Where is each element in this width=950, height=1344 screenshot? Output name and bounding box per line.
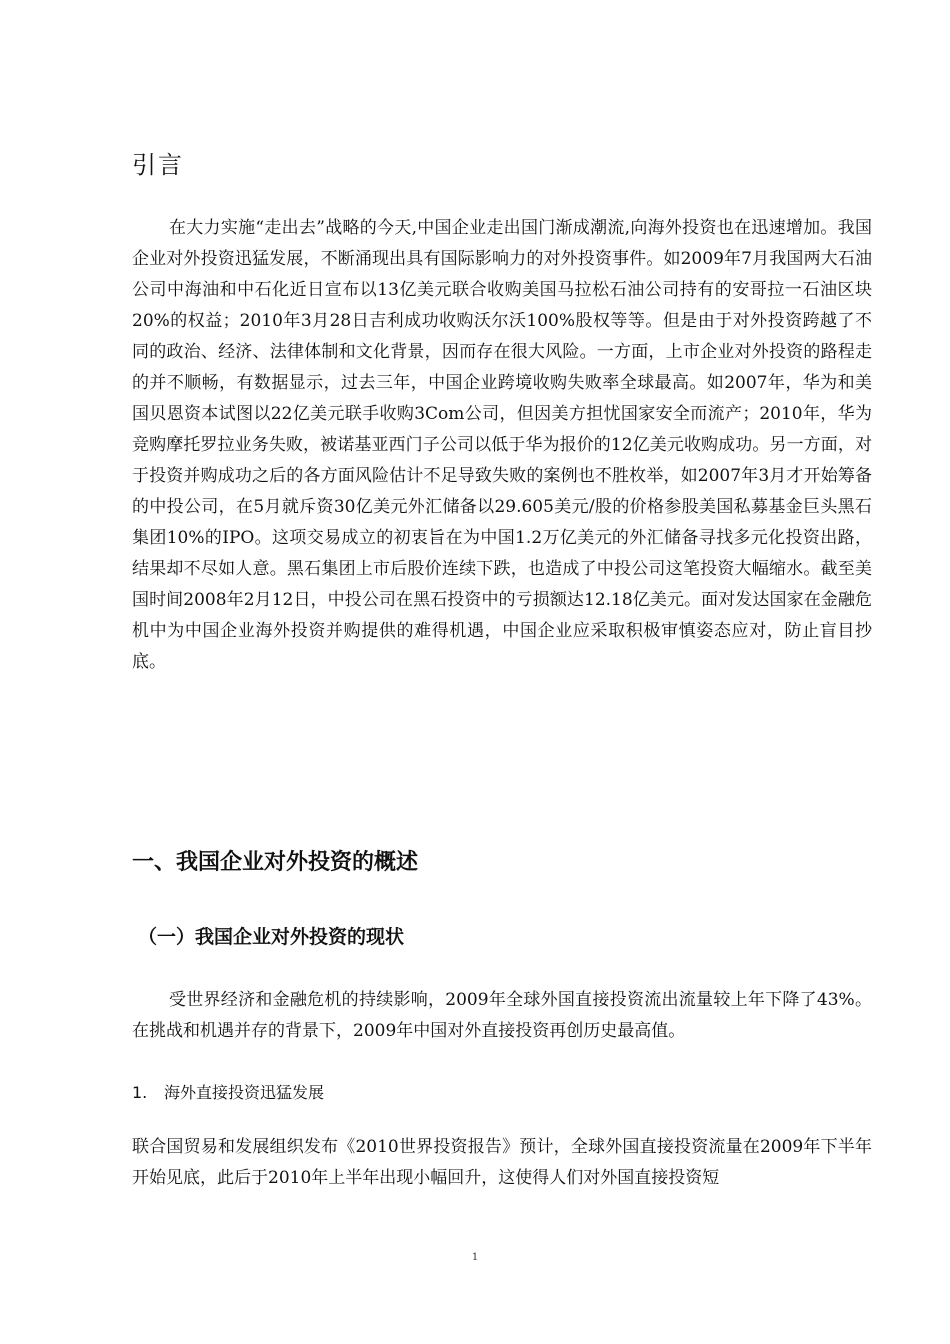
subsection-heading: （一）我国企业对外投资的现状: [138, 926, 405, 948]
intro-paragraph: 在大力实施“走出去”战略的今天,中国企业走出国门渐成潮流,向海外投资也在迅速增加。我国企业对外投资迅猛发展，不断涌现出具有国际影响力的对外投资事件。如2009年7月我国两大石油公司中海油和中石化近日宣布以13亿美元联合收购美国马拉松石油公司持有的安哥拉一石油区块20%的权益；2010年3月28日吉利成功收购沃尔沃100%股权等等。但是由于对外投资跨越了不同的政治、经济、法律体制和文化背景，因而存在很大风险。一方面，上市企业对外投资的路程走的并不顺畅，有数据显示，过去三年，中国企业跨境收购失败率全球最高。如2007年，华为和美国贝恩资本试图以22亿美元联手收购3Com公司，但因美方担忧国家安全而流产；2010年，华为竞购摩托罗拉业务失败，被诺基亚西门子公司以低于华为报价的12亿美元收购成功。另一方面，对于投资并购成功之后的各方面风险估计不足导致失败的案例也不胜枚举，如2007年3月才开始筹备的中投公司，在5月就斥资30亿美元外汇储备以29.605美元/股的价格参股美国私募基金巨头黑石集团10%的IPO。这项交易成立的初衷旨在为中国1.2万亿美元的外汇储备寻找多元化投资出路，结果却不尽如人意。黑石集团上市后股价连续下跌，也造成了中投公司这笔投资大幅缩水。截至美国时间2008年2月12日，中投公司在黑石投资中的亏损额达12.18亿美元。面对发达国家在金融危机中为中国企业海外投资并购提供的难得机遇，中国企业应采取积极审慎姿态应对，防止盲目抄底。: [132, 218, 872, 672]
item-heading-text: 海外直接投资迅猛发展: [164, 1083, 325, 1102]
subsection-paragraph: 受世界经济和金融危机的持续影响，2009年全球外国直接投资流出流量较上年下降了43%。在挑战和机遇并存的背景下，2009年中国对外直接投资再创历史最高值。: [132, 990, 872, 1041]
intro-heading: 引言: [132, 151, 184, 179]
page-number: 1: [471, 1252, 479, 1263]
section-heading: 一、我国企业对外投资的概述: [132, 850, 419, 875]
item-paragraph: 联合国贸易和发展组织发布《2010世界投资报告》预计，全球外国直接投资流量在2009年下半年开始见底，此后于2010年上半年出现小幅回升，这使得人们对外国直接投资短: [132, 1137, 872, 1188]
item-number: 1.: [132, 1083, 148, 1102]
item-heading: [132, 1080, 324, 1103]
